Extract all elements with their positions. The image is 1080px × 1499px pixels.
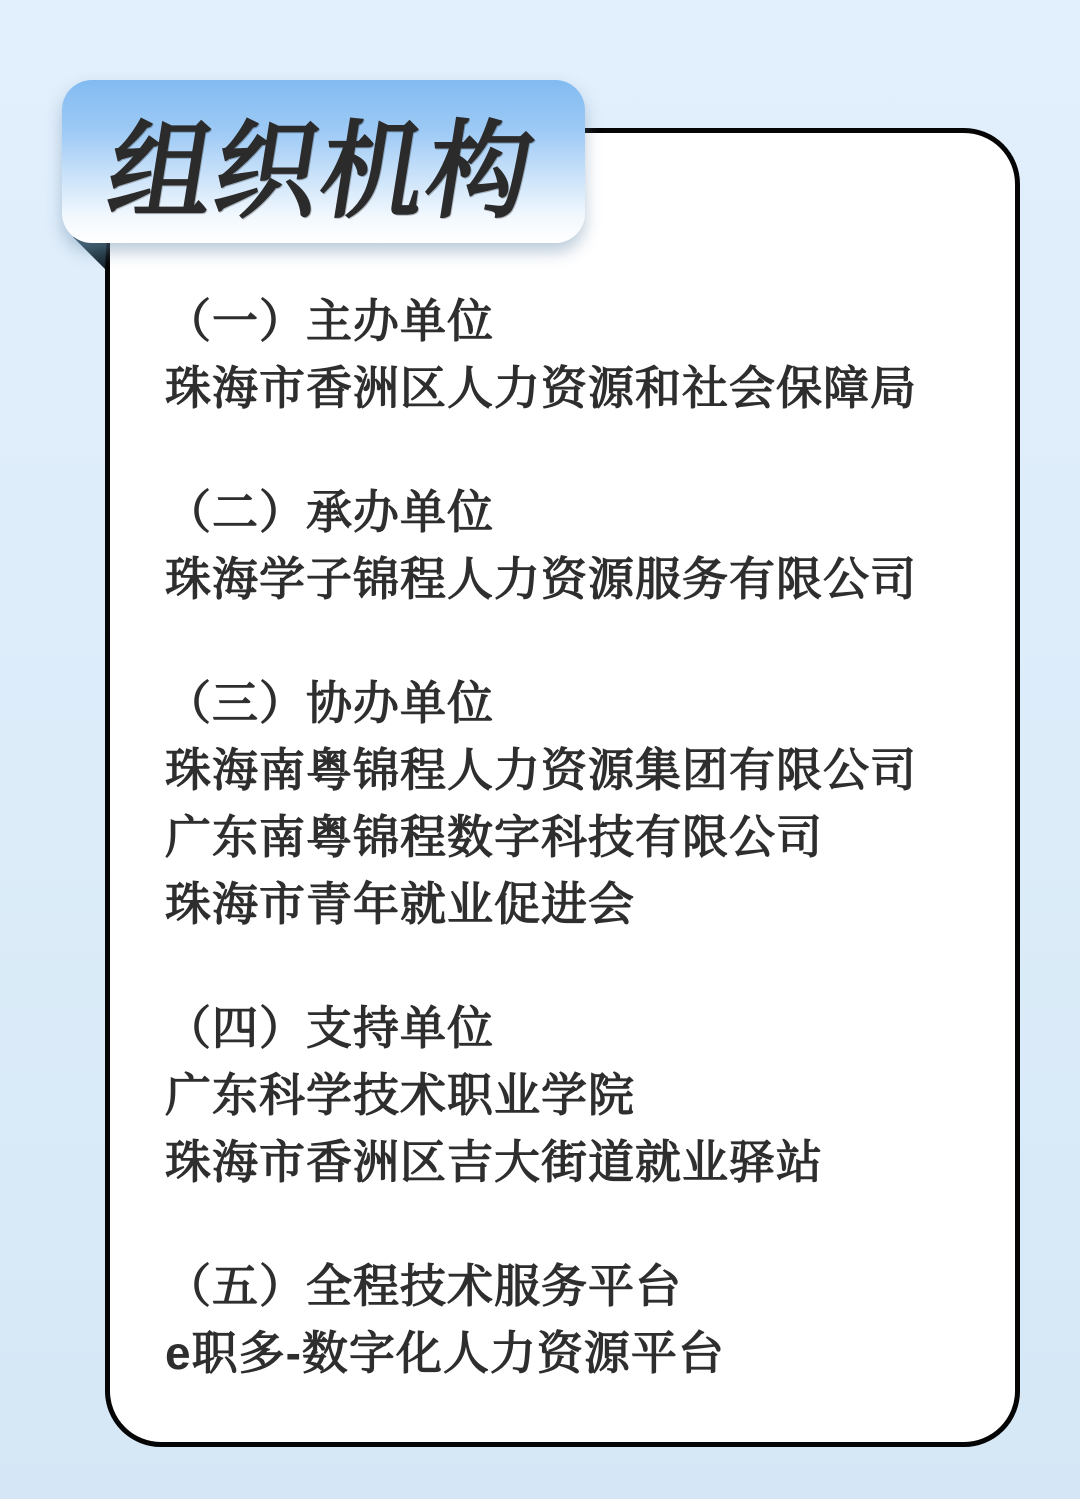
section-heading: （五）全程技术服务平台 <box>165 1260 682 1312</box>
org-line: 珠海学子锦程人力资源服务有限公司 <box>165 553 917 605</box>
org-line: e职多-数字化人力资源平台 <box>165 1327 725 1379</box>
page-title: 组织机构 <box>100 112 544 231</box>
org-line: 珠海南粤锦程人力资源集团有限公司 <box>165 744 917 796</box>
section <box>165 1253 985 1387</box>
section-heading: （二）承办单位 <box>165 486 494 538</box>
section <box>165 479 985 613</box>
section <box>165 288 985 422</box>
sections <box>165 288 985 1387</box>
title-badge <box>62 80 585 243</box>
org-card <box>105 128 1020 1447</box>
section <box>165 670 985 938</box>
section-heading: （三）协办单位 <box>165 677 494 729</box>
org-line: 珠海市香洲区人力资源和社会保障局 <box>165 362 917 414</box>
section <box>165 995 985 1196</box>
org-line: 广东科学技术职业学院 <box>165 1069 635 1121</box>
org-line: 珠海市香洲区吉大街道就业驿站 <box>165 1136 823 1188</box>
org-line: 珠海市青年就业促进会 <box>165 878 635 930</box>
section-heading: （一）主办单位 <box>165 295 494 347</box>
org-line: 广东南粤锦程数字科技有限公司 <box>165 811 823 863</box>
section-heading: （四）支持单位 <box>165 1002 494 1054</box>
